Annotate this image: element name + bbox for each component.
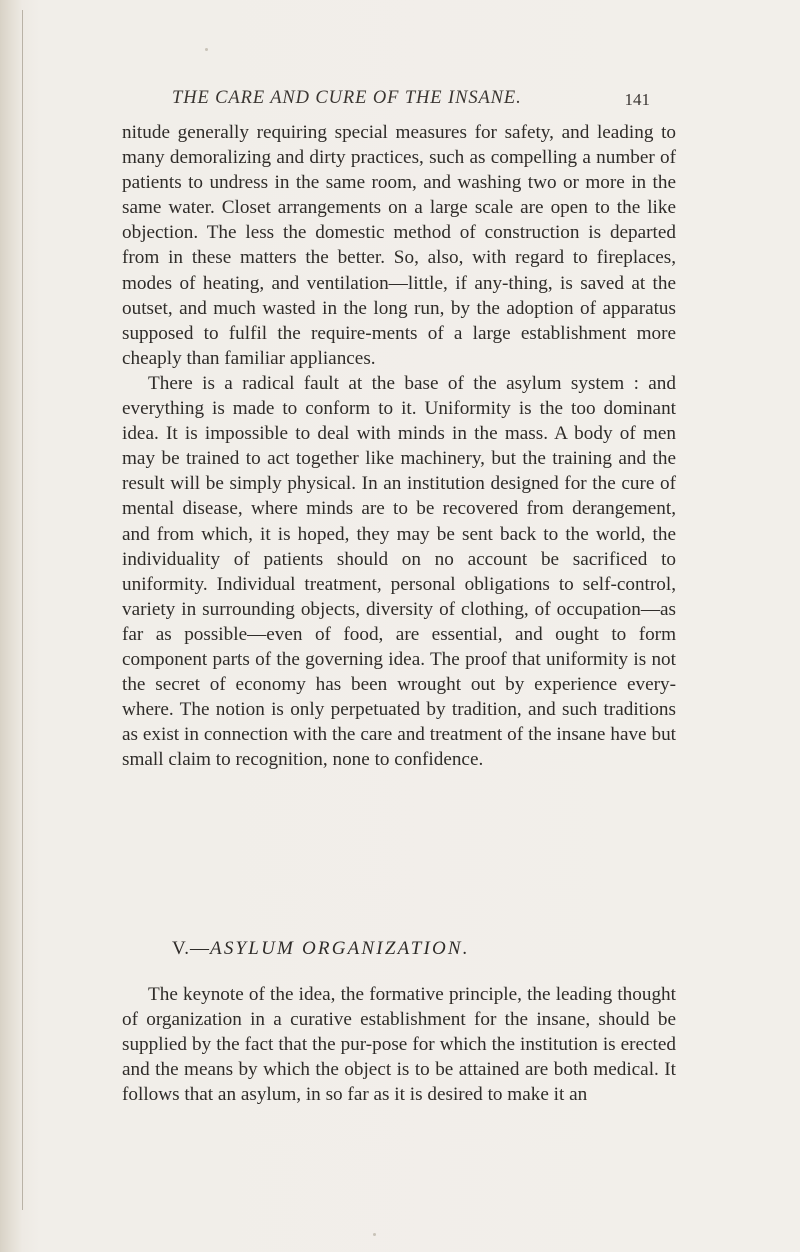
- paragraph-organization: The keynote of the idea, the formative principle, the leading thought of organization in a curative establishment for the insane, should be supplied by the fact that the pur-pose for which the institution is erected and the means by which the object is to be attained are both medical. It follows that an asylum, in so far as it is desired to make it an: [122, 984, 676, 1106]
- binding-crease: [22, 10, 23, 1210]
- section-numeral: V.—: [172, 938, 211, 959]
- paper-speck: [373, 1233, 376, 1236]
- paragraph-asylum-system: There is a radical fault at the base of the asylum system : and everything is made to conform to it. Uniformity is the too dominant idea. It is impossible to deal with minds in the mass. A body of men may be trained to act together like machinery, but the training and the result will be simply physical. In an institution designed for the cure of mental disease, where minds are to be recovered from derangement, and from which, it is hoped, they may be sent back to the world, the individuality of patients should on no account be sacrificed to uniformity. Individual treatment, personal obligations to self-control, variety in surrounding objects, diversity of clothing, of occupation—as far as possible—even of food, are essential, and ought to form component parts of the governing idea. The proof that uniformity is not the secret of economy has been wrought out by experience every-where. The notion is only perpetuated by tradition, and such traditions as exist in connection with the care and treatment of the insane have but small claim to recognition, none to confidence.: [122, 372, 676, 771]
- section-heading: [172, 938, 470, 960]
- paper-speck: [205, 48, 208, 51]
- paragraph-continued: nitude generally requiring special measures for safety, and leading to many demoralizing and dirty practices, such as compelling a number of patients to undress in the same room, and washing two or more in the same water. Closet arrangements on a large scale are open to the like objection. The less the domestic method of construction is departed from in these matters the better. So, also, with regard to fireplaces, modes of heating, and ventilation—little, if any-thing, is saved at the outset, and much wasted in the long run, by the adoption of apparatus supposed to fulfil the require-ments of a large establishment more cheaply than familiar appliances.: [122, 122, 676, 369]
- section-body-text: [122, 982, 676, 1107]
- page-header: [172, 88, 662, 112]
- page-number: 141: [624, 90, 650, 109]
- page-binding-edge: [0, 0, 22, 1252]
- body-text: [122, 120, 676, 772]
- section-title: ASYLUM ORGANIZATION.: [210, 938, 470, 959]
- running-head: THE CARE AND CURE OF THE INSANE.: [172, 88, 522, 108]
